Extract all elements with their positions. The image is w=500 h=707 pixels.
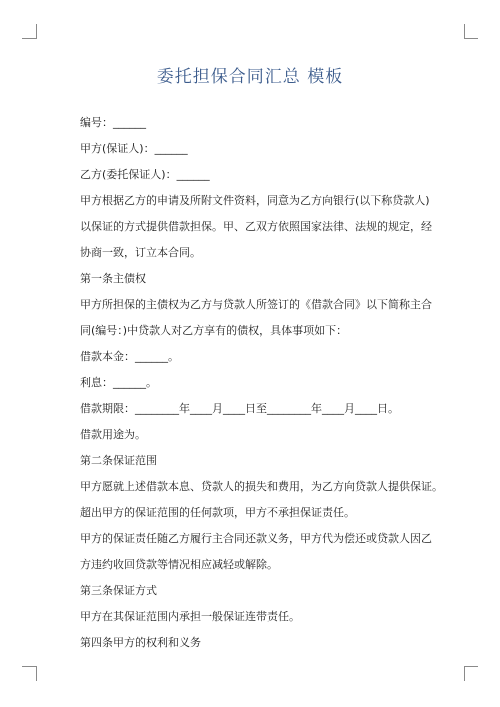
crop-mark-top-right-v — [464, 24, 465, 39]
crop-mark-bottom-right-v — [464, 666, 465, 681]
contract-number-line: 编号：______ — [80, 116, 146, 129]
crop-mark-bottom-left-v — [36, 666, 37, 681]
article-4-heading: 第四条甲方的权利和义务 — [80, 636, 201, 649]
document-title: 委托担保合同汇总 模板 — [156, 67, 344, 87]
article-3-method-line: 甲方在其保证范围内承担一般保证连带责任。 — [80, 610, 300, 623]
preamble-paragraph: 甲方根据乙方的申请及所附文件资料，同意为乙方向银行(以下称贷款人)以保证的方式提供借款担保。甲、乙双方依照国家法律、法规的规定，经协商一致，订立本合同。 — [80, 194, 432, 259]
article-2-reduction-paragraph: 甲方的保证责任随乙方履行主合同还款义务，甲方代为偿还或贷款人因乙方违约收回贷款等情况相应减轻或解除。 — [80, 532, 432, 571]
loan-term-line: 借款期限：________年____月____日至________年____月____日。 — [80, 402, 399, 415]
article-2-scope-line: 甲方愿就上述借款本息、贷款人的损失和费用，为乙方向贷款人提供保证。 — [80, 480, 443, 493]
article-2-heading: 第二条保证范围 — [80, 454, 157, 467]
article-2-exclusion-line: 超出甲方的保证范围的任何款项，甲方不承担保证责任。 — [80, 506, 355, 519]
article-1-paragraph: 甲方所担保的主债权为乙方与贷款人所签订的《借款合同》以下简称主合同(编号：)中贷款人对乙方享有的债权，具体事项如下： — [80, 298, 432, 337]
article-1-heading: 第一条主债权 — [80, 272, 146, 285]
document-body — [80, 115, 443, 661]
loan-purpose-line: 借款用途为。 — [80, 428, 146, 441]
crop-mark-top-left-h — [22, 38, 36, 39]
crop-mark-bottom-right-h — [464, 666, 478, 667]
party-b-line: 乙方(委托保证人)：______ — [80, 168, 210, 181]
article-3-heading: 第三条保证方式 — [80, 584, 157, 597]
crop-mark-bottom-left-h — [22, 666, 36, 667]
loan-principal-line: 借款本金：______。 — [80, 350, 179, 363]
party-a-line: 甲方(保证人)：______ — [80, 142, 188, 155]
crop-mark-top-left-v — [36, 24, 37, 39]
interest-line: 利息：______。 — [80, 376, 157, 389]
crop-mark-top-right-h — [464, 38, 478, 39]
